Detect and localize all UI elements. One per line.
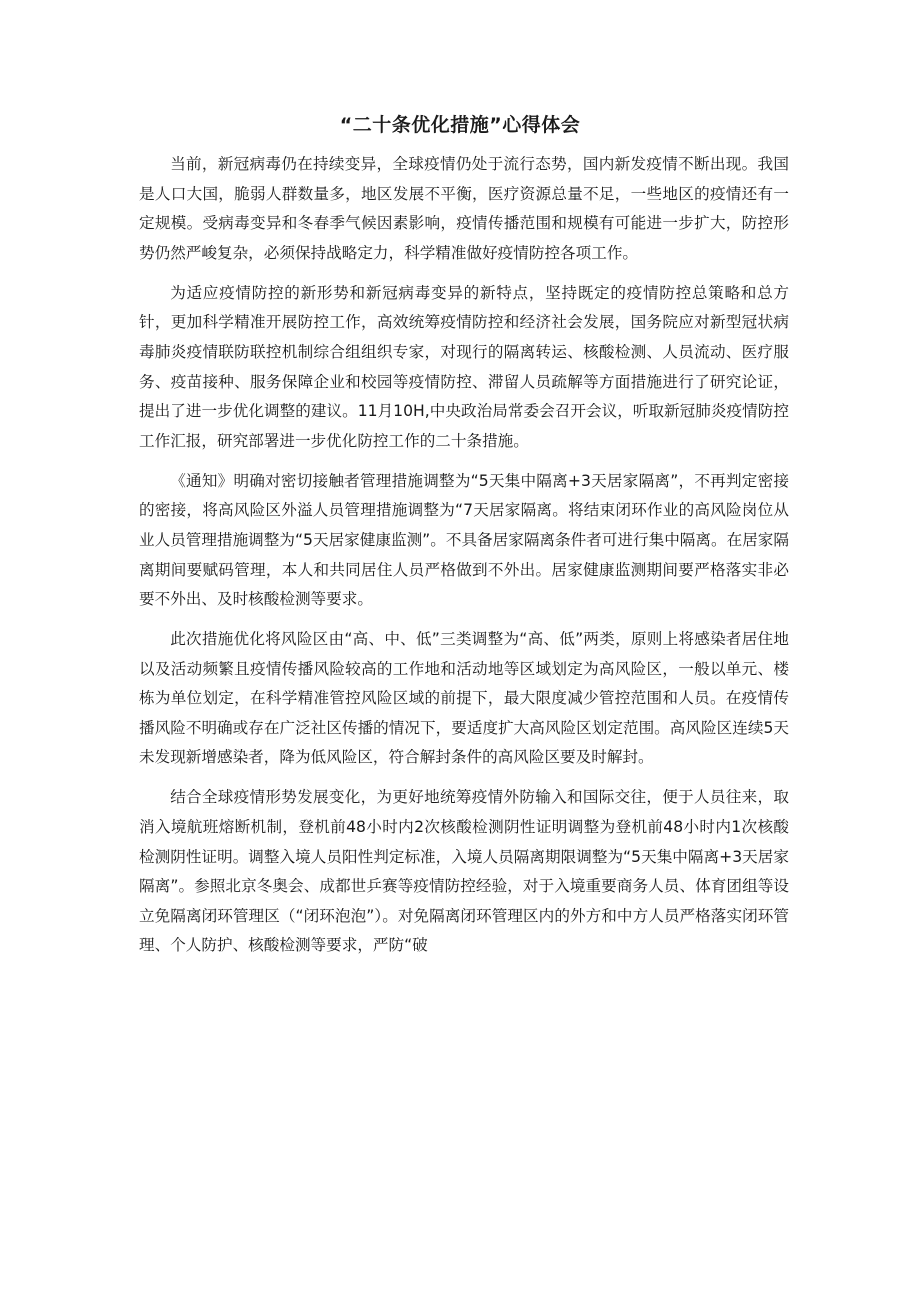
paragraph-1: 当前，新冠病毒仍在持续变异，全球疫情仍处于流行态势，国内新发疫情不断出现。我国是人口大国，脆弱人群数量多，地区发展不平衡，医疗资源总量不足，一些地区的疫情还有一定规模。受病毒变异和冬春季气候因素影响，疫情传播范围和规模有可能进一步扩大，防控形势仍然严峻复杂，必须保持战略定力，科学精准做好疫情防控各项工作。 xyxy=(139,155,789,262)
paragraph-2: 为适应疫情防控的新形势和新冠病毒变异的新特点，坚持既定的疫情防控总策略和总方针，更加科学精准开展防控工作，高效统筹疫情防控和经济社会发展，国务院应对新型冠状病毒肺炎疫情联防联控机制综合组组织专家，对现行的隔离转运、核酸检测、人员流动、医疗服务、疫苗接种、服务保障企业和校园等疫情防控、滞留人员疏解等方面措施进行了研究论证，提出了进一步优化调整的建议。11月10H,中央政治局常委会召开会议，听取新冠肺炎疫情防控工作汇报，研究部署进一步优化防控工作的二十条措施。 xyxy=(139,283,789,450)
paragraph-5: 结合全球疫情形势发展变化，为更好地统筹疫情外防输入和国际交往，便于人员往来，取消入境航班熔断机制，登机前48小时内2次核酸检测阴性证明调整为登机前48小时内1次核酸检测阴性证明。调整入境人员阳性判定标准，入境人员隔离期限调整为“5天集中隔离+3天居家隔离”。参照北京冬奥会、成都世乒赛等疫情防控经验，对于入境重要商务人员、体育团组等设立免隔离闭环管理区（“闭环泡泡”）。对免隔离闭环管理区内的外方和中方人员严格落实闭环管理、个人防护、核酸检测等要求，严防“破 xyxy=(139,788,789,955)
paragraph-3: 《通知》明确对密切接触者管理措施调整为“5天集中隔离+3天居家隔离”，不再判定密接的密接，将高风险区外溢人员管理措施调整为“7天居家隔离。将结束闭环作业的高风险岗位从业人员管理措施调整为“5天居家健康监测”。不具备居家隔离条件者可进行集中隔离。在居家隔离期间要赋码管理，本人和共同居住人员严格做到不外出。居家健康监测期间要严格落实非必要不外出、及时核酸检测等要求。 xyxy=(139,471,789,609)
paragraph-4: 此次措施优化将风险区由“高、中、低”三类调整为“高、低”两类，原则上将感染者居住地以及活动频繁且疫情传播风险较高的工作地和活动地等区域划定为高风险区，一般以单元、楼栋为单位划定，在科学精准管控风险区域的前提下，最大限度减少管控范围和人员。在疫情传播风险不明确或存在广泛社区传播的情况下，要适度扩大高风险区划定范围。高风险区连续5天未发现新增感染者，降为低风险区，符合解封条件的高风险区要及时解封。 xyxy=(139,630,789,767)
document-body xyxy=(139,150,789,971)
document-title: “二十条优化措施”心得体会 xyxy=(339,114,581,136)
